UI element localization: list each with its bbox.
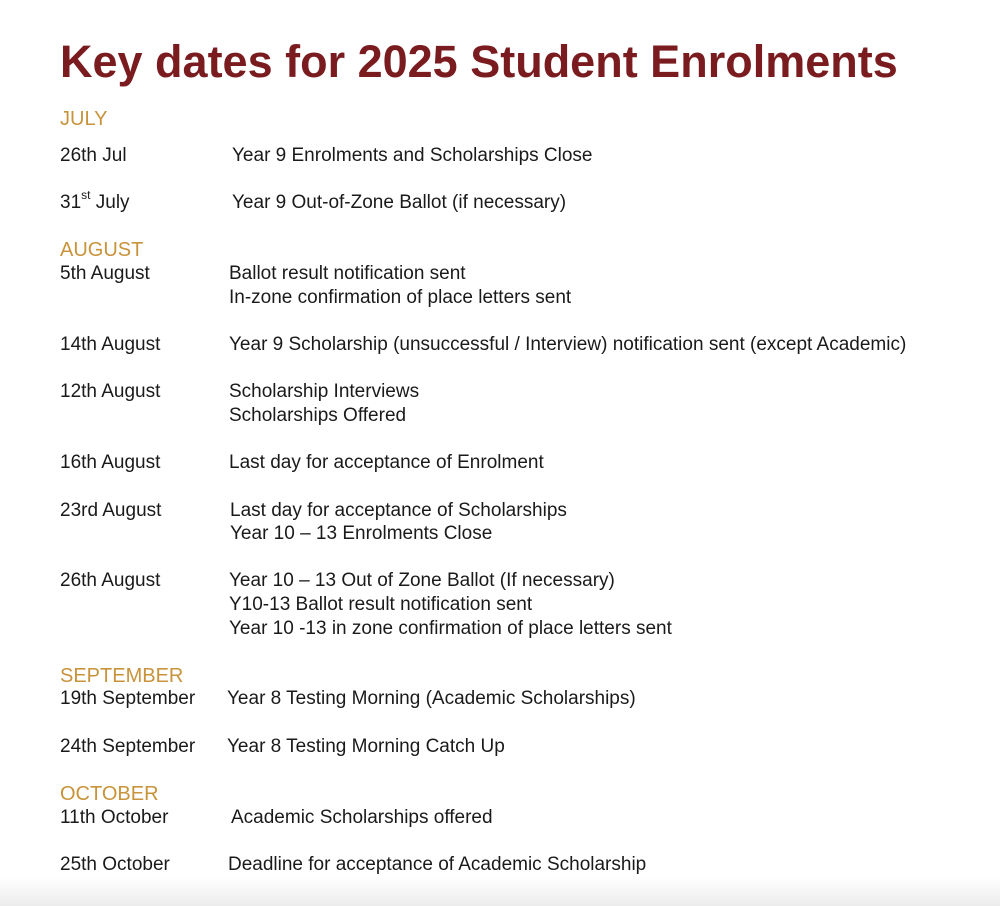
event-description: Year 10 – 13 Out of Zone Ballot (If necessary) bbox=[229, 570, 615, 591]
event-description: Year 8 Testing Morning Catch Up bbox=[227, 736, 505, 757]
event-date: 12th August bbox=[60, 381, 161, 402]
event-date bbox=[60, 187, 130, 215]
event-date: 25th October bbox=[60, 854, 170, 875]
date-month: July bbox=[90, 192, 130, 213]
event-description: Year 10 -13 in zone confirmation of place letters sent bbox=[229, 618, 672, 639]
event-date: 23rd August bbox=[60, 500, 162, 521]
event-description: Deadline for acceptance of Academic Scholarship bbox=[228, 854, 647, 875]
month-heading-september: SEPTEMBER bbox=[60, 665, 184, 687]
event-description: Year 8 Testing Morning (Academic Scholarships) bbox=[227, 688, 636, 709]
event-date: 5th August bbox=[60, 263, 150, 284]
event-date: 16th August bbox=[60, 452, 161, 473]
event-description: Year 10 – 13 Enrolments Close bbox=[230, 523, 493, 544]
event-description: Academic Scholarships offered bbox=[231, 807, 493, 828]
event-description: Year 9 Out-of-Zone Ballot (if necessary) bbox=[232, 192, 567, 213]
date-ordinal-suffix: st bbox=[81, 187, 91, 202]
page-title: Key dates for 2025 Student Enrolments bbox=[60, 36, 898, 87]
event-date: 26th Jul bbox=[60, 145, 127, 166]
event-description: Year 9 Scholarship (unsuccessful / Interview) notification sent (except Academic) bbox=[229, 334, 907, 355]
month-heading-august: AUGUST bbox=[60, 239, 144, 261]
event-date: 24th September bbox=[60, 736, 196, 757]
bottom-shadow bbox=[0, 876, 1000, 906]
month-heading-july: JULY bbox=[60, 108, 108, 130]
event-description: In-zone confirmation of place letters sent bbox=[229, 287, 572, 308]
event-description: Scholarship Interviews bbox=[229, 381, 420, 402]
event-description: Y10-13 Ballot result notification sent bbox=[229, 594, 533, 615]
month-heading-october: OCTOBER bbox=[60, 783, 159, 805]
date-number: 31 bbox=[60, 192, 82, 213]
event-date: 11th October bbox=[60, 807, 169, 828]
event-date: 26th August bbox=[60, 570, 161, 591]
event-description: Last day for acceptance of Scholarships bbox=[230, 500, 567, 521]
event-description: Year 9 Enrolments and Scholarships Close bbox=[232, 145, 593, 166]
event-description: Last day for acceptance of Enrolment bbox=[229, 452, 544, 473]
event-date: 19th September bbox=[60, 688, 196, 709]
event-description: Scholarships Offered bbox=[229, 405, 407, 426]
event-date: 14th August bbox=[60, 334, 161, 355]
event-description: Ballot result notification sent bbox=[229, 263, 466, 284]
